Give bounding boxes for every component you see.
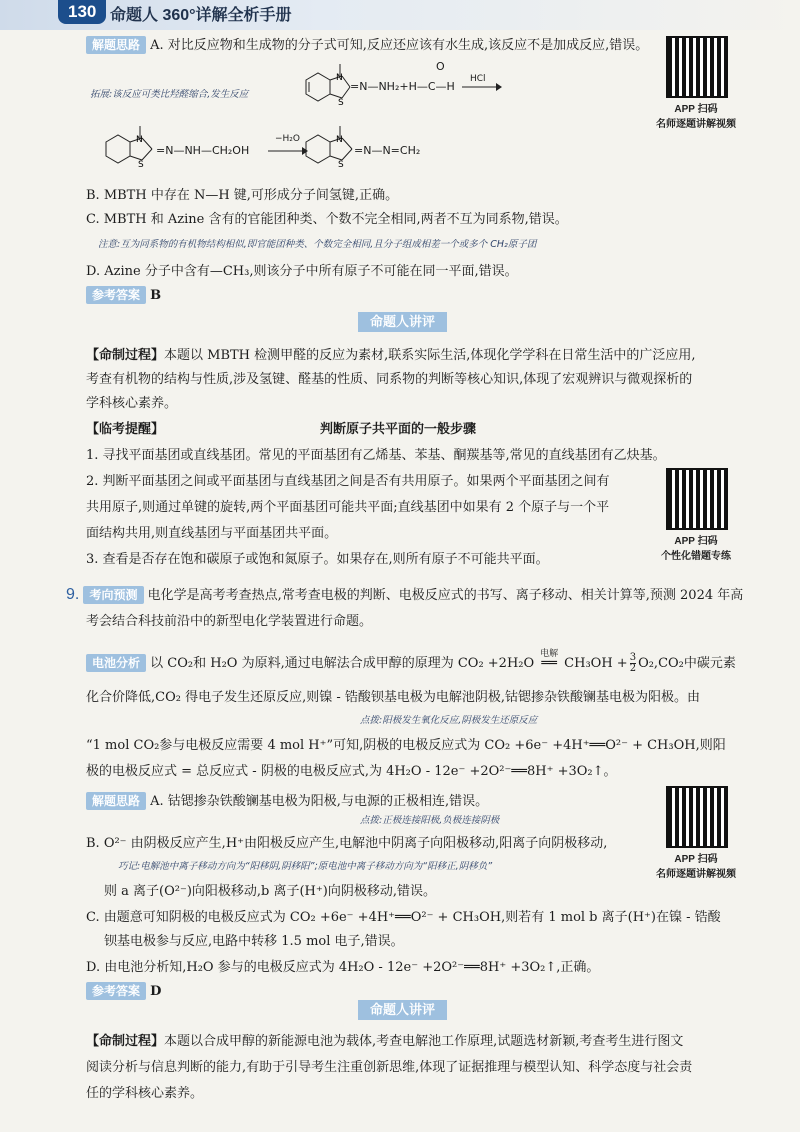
answer-value: B xyxy=(150,288,162,303)
atom-s-1: S xyxy=(338,98,344,108)
tag-answer: 参考答案 xyxy=(86,286,146,304)
ans-b-line-2: 则 a 离子(O²⁻)向阳极移动,b 离子(H⁺)向阴极移动,错误。 xyxy=(104,884,436,899)
tip-label: 【临考提醒】 xyxy=(86,422,165,437)
q9-proc-text-1: 本题以合成甲醇的新能源电池为载体,考查电解池工作原理,试题选材新颖,考查考生进行图文 xyxy=(164,1034,684,1049)
tip-2b: 共用原子,则通过单键的旋转,两个平面基团可能共平面;直线基团中如果有 2 个原子与一个平 xyxy=(86,500,610,515)
answer-line-1 xyxy=(86,286,161,304)
proc-label: 【命制过程】 xyxy=(86,348,165,363)
fraction-den: 2 xyxy=(629,663,637,674)
atom-n-2: N xyxy=(136,135,143,145)
tip-header xyxy=(86,418,164,437)
answer-value-2: D xyxy=(150,984,162,999)
scheme2-arrow-label: −H₂O xyxy=(275,134,301,144)
line-b: B. MBTH 中存在 N—H 键,可形成分子间氢键,正确。 xyxy=(86,188,399,203)
ans-b-line-1: B. O²⁻ 由阴极反应产生,H⁺由阳极反应产生,电解池中阴离子向阳极移动,阳离子向阴极移动, xyxy=(86,836,608,851)
ans-d: D. 由电池分析知,H₂O 参与的电极反应式为 4H₂O - 12e⁻ +2O²⁻══8H⁺ +3O₂↑,正确。 xyxy=(86,960,600,975)
proc-line-2: 考查有机物的结构与性质,涉及氢键、醛基的性质、同系物的判断等核心知识,体现了宏观辨识与微观探析的 xyxy=(86,372,693,387)
battery-line-3: “1 mol CO₂参与电极反应需要 4 mol H⁺”可知,阴极的电极反应式为 CO₂ +6e⁻ +4H⁺══O²⁻ + CH₃OH,则阳 xyxy=(86,738,726,753)
proc-line-1 xyxy=(86,344,696,363)
tip-3: 3. 查看是否存在饱和碳原子或饱和氮原子。如果存在,则所有原子不可能共平面。 xyxy=(86,552,549,567)
tip-title: 判断原子共平面的一般步骤 xyxy=(320,422,477,437)
atom-n-1: N xyxy=(336,73,343,83)
q9-predict-line-1 xyxy=(66,584,743,604)
note-c: 注意:互为同系物的有机物结构相似,即官能团种类、个数完全相同,且分子组成相差一个或多个 CH₂原子团 xyxy=(98,239,537,250)
question-number: 9. xyxy=(66,586,80,603)
qr-label-2: APP 扫码 个性化错题专练 xyxy=(661,536,731,562)
scheme1-o: O xyxy=(436,60,445,73)
atom-s-2: S xyxy=(138,160,144,170)
note-a: 点拨:正极连接阳极,负极连接阴极 xyxy=(360,815,500,826)
tag-analysis-2: 解题思路 xyxy=(86,792,146,810)
section-title-2: 命题人讲评 xyxy=(358,1000,447,1020)
tag-analysis: 解题思路 xyxy=(86,36,146,54)
qr-code-3[interactable] xyxy=(666,786,728,848)
q9-proc-line-3: 任的学科核心素养。 xyxy=(86,1086,204,1101)
scheme2-right: =N—N=CH₂ xyxy=(354,144,421,157)
line-c: C. MBTH 和 Azine 含有的官能团种类、个数不完全相同,两者不互为同系物,错误。 xyxy=(86,212,568,227)
note-battery: 点拨:阳极发生氧化反应,阴极发生还原反应 xyxy=(360,715,538,726)
tag-answer-2: 参考答案 xyxy=(86,982,146,1000)
q9-proc-label: 【命制过程】 xyxy=(86,1034,165,1049)
answer-line-2 xyxy=(86,982,161,1000)
q9-proc-line-1 xyxy=(86,1030,683,1049)
line-a-text: A. 对比反应物和生成物的分子式可知,反应还应该有水生成,该反应不是加成反应,错误。 xyxy=(150,38,649,53)
predict-text-2: 考会结合科技前沿中的新型电化学装置进行命题。 xyxy=(86,614,373,629)
battery-line-4: 极的电极反应式 = 总反应式 - 阴极的电极反应式,为 4H₂O - 12e⁻ +2O²⁻══8H⁺ +3O₂↑。 xyxy=(86,764,617,779)
note-extend: 拓展:该反应可类比羟醛缩合,发生反应 xyxy=(90,89,249,100)
note-b: 巧记:电解池中离子移动方向为“阳移阴,阴移阳”;原电池中离子移动方向为“阳移正,阴移负” xyxy=(118,861,493,872)
scheme2-left: =N—NH—CH₂OH xyxy=(156,144,250,157)
qr-label-1: APP 扫码 名师逐题讲解视频 xyxy=(656,104,736,130)
atom-n-3: N xyxy=(336,135,343,145)
proc-line-3: 学科核心素养。 xyxy=(86,396,178,411)
header-title: 命题人 360°详解全析手册 xyxy=(110,7,292,24)
q9-analysis-a xyxy=(86,790,488,810)
qr-label-3: APP 扫码 名师逐题讲解视频 xyxy=(656,854,736,880)
tag-battery: 电池分析 xyxy=(86,654,146,672)
ans-c-line-1: C. 由题意可知阴极的电极反应式为 CO₂ +6e⁻ +4H⁺══O²⁻ + CH₃OH,则若有 1 mol b 离子(H⁺)在镍 - 锆酸 xyxy=(86,910,721,925)
ans-c-line-2: 钡基电极参与反应,电路中转移 1.5 mol 电子,错误。 xyxy=(104,934,404,949)
tip-2c: 面结构共用,则直线基团与平面基团共平面。 xyxy=(86,526,338,541)
fraction-num: 3 xyxy=(629,652,637,663)
battery-line-1: 电池分析 以 CO₂和 H₂O 为原料,通过电解法合成甲醇的原理为 CO₂ +2H₂O 电解 ══ CH₃OH + $\frac{3}{2}$ O₂,CO₂中碳元素 xyxy=(86,652,736,674)
page-number: 130 xyxy=(58,0,106,24)
analysis-line-a xyxy=(86,34,648,54)
battery-text-1b: CH₃OH + xyxy=(564,656,628,671)
atom-s-3: S xyxy=(338,160,344,170)
tag-predict: 考向预测 xyxy=(83,586,143,604)
battery-text-1a: 以 CO₂和 H₂O 为原料,通过电解法合成甲醇的原理为 CO₂ +2H₂O xyxy=(150,656,535,671)
battery-text-1c: O₂,CO₂中碳元素 xyxy=(638,656,736,671)
proc-text-1: 本题以 MBTH 检测甲醛的反应为素材,联系实际生活,体现化学学科在日常生活中的广泛应用, xyxy=(164,348,696,363)
battery-line-2: 化合价降低,CO₂ 得电子发生还原反应,则镍 - 锆酸钡基电极为电解池阴极,钴锶掺杂铁酸镧基电极为阳极。由 xyxy=(86,690,701,705)
tip-2a: 2. 判断平面基团之间或平面基团与直线基团之间是否有共用原子。如果两个平面基团之间有 xyxy=(86,474,610,489)
scheme1-arrow xyxy=(462,80,502,94)
q9-proc-line-2: 阅读分析与信息判断的能力,有助于引导考生注重创新思维,体现了证据推理与模型认知、科学态度与社会责 xyxy=(86,1060,693,1075)
ans-a-text: A. 钴锶掺杂铁酸镧基电极为阳极,与电源的正极相连,错误。 xyxy=(150,794,489,809)
tip-1: 1. 寻找平面基团或直线基团。常见的平面基团有乙烯基、苯基、酮羰基等,常见的直线基团有乙炔基。 xyxy=(86,448,666,463)
battery-condition: 电解 xyxy=(540,649,559,659)
qr-code-1[interactable] xyxy=(666,36,728,98)
scheme1-part1: =N—NH₂+H—C—H xyxy=(350,80,455,93)
scheme1-hcl: HCl xyxy=(470,74,486,84)
qr-code-2[interactable] xyxy=(666,468,728,530)
line-d: D. Azine 分子中含有—CH₃,则该分子中所有原子不可能在同一平面,错误。 xyxy=(86,264,518,279)
predict-text-1: 电化学是高考考查热点,常考查电极的判断、电极反应式的书写、离子移动、相关计算等,预测 2024 年高 xyxy=(147,588,744,603)
section-title-1: 命题人讲评 xyxy=(358,312,447,332)
